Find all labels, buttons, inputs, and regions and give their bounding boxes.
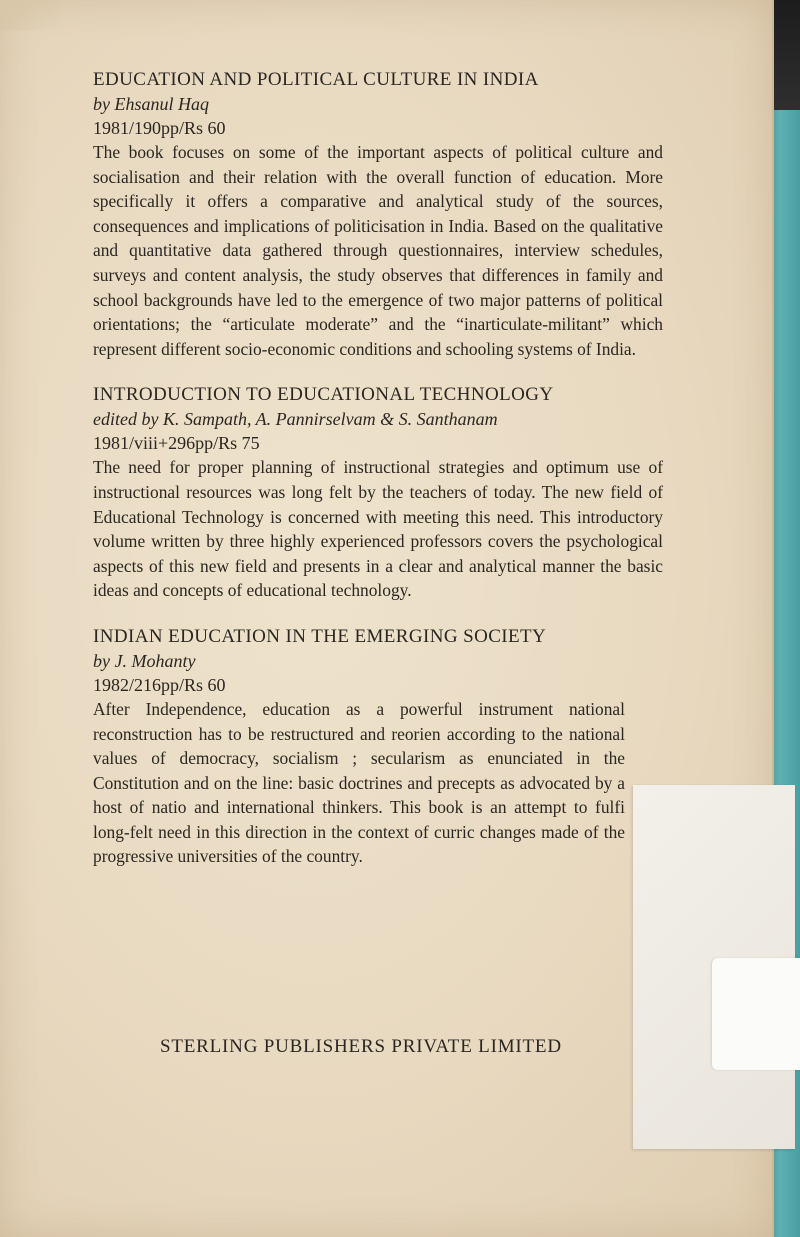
book-author: by Ehsanul Haq bbox=[93, 94, 209, 114]
book-meta: 1981/190pp/Rs 60 bbox=[93, 118, 226, 138]
book-author: by J. Mohanty bbox=[93, 650, 196, 671]
book-description: The book focuses on some of the important aspects of political culture and socialisation and their relation with the overall function of education. More specifically it offers a comparative and analytical study of the sources, consequences and implications of politicisation in India. Based on the qualitative and quantitative data gathered through questionnaires, interview schedules, surveys and content analysis, the study observes that differences in family and school backgrounds have led to the emergence of two major patterns of political orientations; the “articulate moderate” and the “inarticulate-militant” which represent different socio-economic conditions and schooling systems of India. bbox=[93, 142, 663, 359]
book-description: The need for proper planning of instructional strategies and optimum use of instructional resources was long felt by the teachers of today. The new field of Educational Technology is concerned with meeting this need. This introductory volume written by three highly experienced professors covers the psychological aspects of this new field and presents in a clear and analytical manner the basic ideas and concepts of educational technology. bbox=[93, 457, 663, 601]
book-author: edited by K. Sampath, A. Pannirselvam & S. Santhanam bbox=[93, 409, 498, 430]
book-title: INTRODUCTION TO EDUCATIONAL TECHNOLOGY bbox=[93, 384, 554, 406]
book-title: EDUCATION AND POLITICAL CULTURE IN INDIA bbox=[93, 69, 539, 90]
book-title: INDIAN EDUCATION IN THE EMERGING SOCIETY bbox=[93, 625, 547, 647]
book-listing bbox=[93, 68, 663, 891]
book-meta: 1981/viii+296pp/Rs 75 bbox=[93, 433, 260, 454]
book-entry-indian-education bbox=[93, 625, 663, 869]
book-entry-educational-technology bbox=[93, 383, 663, 603]
publisher-name: STERLING PUBLISHERS PRIVATE LIMITED bbox=[160, 1036, 562, 1057]
white-label-patch bbox=[712, 958, 800, 1070]
worn-corner bbox=[0, 0, 60, 30]
book-entry-education-political-culture bbox=[93, 68, 663, 361]
book-meta: 1982/216pp/Rs 60 bbox=[93, 674, 226, 695]
book-description: After Independence, education as a powerful instrument national reconstruction has to be restructured and reorien according to the national values of democracy, socialism ; secularism as enunciated in the Constitution and on the line: basic doctrines and precepts as advocated by a host of natio and international thinkers. This book is an attempt to fulfi long-felt need in this direction in the context of curric changes made of the progressive universities of the country. bbox=[93, 698, 625, 867]
